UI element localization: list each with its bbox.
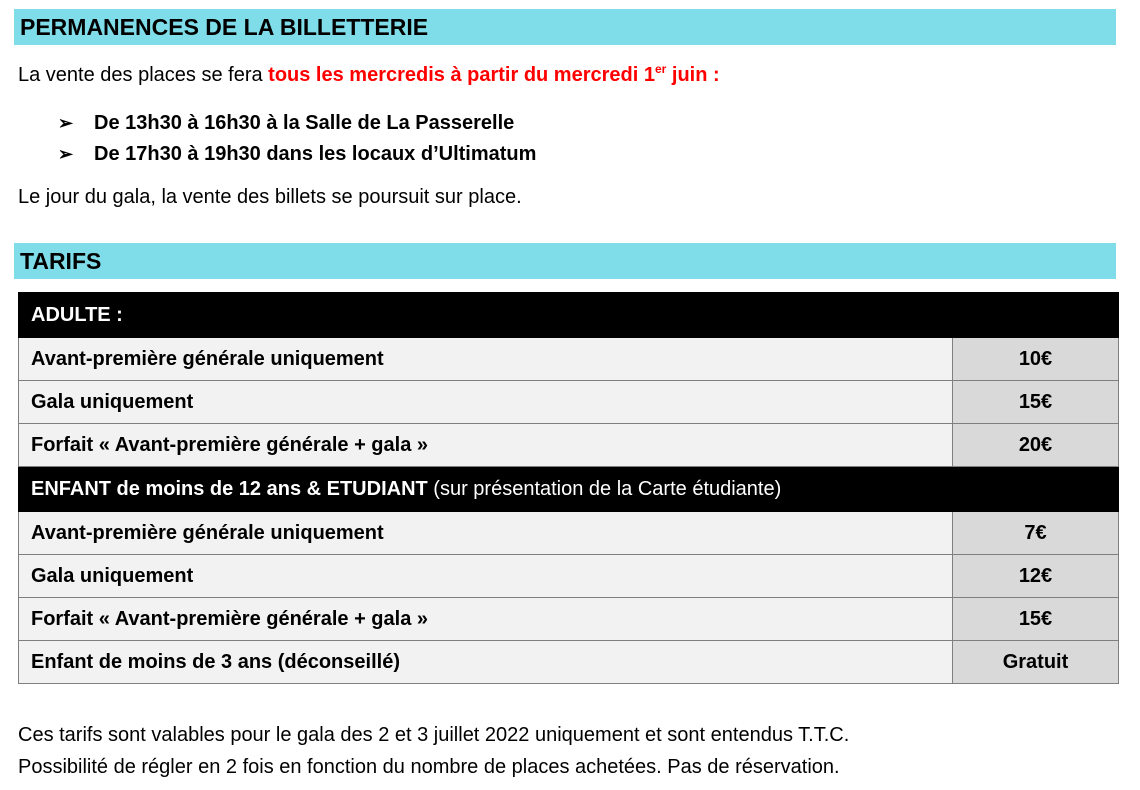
row-price: 10€ — [953, 338, 1119, 381]
sale-intro — [18, 63, 720, 87]
row-label: Enfant de moins de 3 ans (déconseillé) — [19, 641, 953, 684]
category-header-enfant — [19, 467, 1119, 512]
sale-intro-highlight-text: tous les mercredis à partir du mercredi 1 — [268, 64, 655, 86]
row-price: 15€ — [953, 381, 1119, 424]
category-title: ADULTE : — [19, 293, 1119, 338]
row-label: Gala uniquement — [19, 381, 953, 424]
gala-day-note: Le jour du gala, la vente des billets se poursuit sur place. — [18, 186, 522, 208]
table-row — [19, 555, 1119, 598]
tarifs-heading: TARIFS — [14, 243, 1116, 279]
category-header-adulte — [19, 293, 1119, 338]
row-price: 20€ — [953, 424, 1119, 467]
table-row — [19, 338, 1119, 381]
schedule-item-label: De 17h30 à 19h30 dans les locaux d’Ultimatum — [94, 143, 537, 165]
row-label: Gala uniquement — [19, 555, 953, 598]
table-row — [19, 512, 1119, 555]
row-label: Forfait « Avant-première générale + gala » — [19, 598, 953, 641]
arrow-bullet-icon: ➢ — [58, 113, 74, 133]
row-price: 12€ — [953, 555, 1119, 598]
schedule-item-label: De 13h30 à 16h30 à la Salle de La Passerelle — [94, 112, 515, 134]
table-row — [19, 598, 1119, 641]
row-price: 15€ — [953, 598, 1119, 641]
table-row — [19, 641, 1119, 684]
row-label: Forfait « Avant-première générale + gala » — [19, 424, 953, 467]
category-title-text: ENFANT de moins de 12 ans & ETUDIANT — [31, 477, 428, 500]
table-row — [19, 424, 1119, 467]
schedule-item — [58, 111, 514, 135]
schedule-item — [58, 142, 536, 166]
sale-intro-highlight-end: juin : — [666, 64, 720, 86]
footer-note: Ces tarifs sont valables pour le gala des 2 et 3 juillet 2022 uniquement et sont entendus T.T.C. — [18, 724, 850, 746]
row-price: 7€ — [953, 512, 1119, 555]
arrow-bullet-icon: ➢ — [58, 144, 74, 164]
row-label: Avant-première générale uniquement — [19, 338, 953, 381]
price-table — [18, 292, 1119, 684]
category-title-note: (sur présentation de la Carte étudiante) — [427, 477, 782, 500]
sale-intro-highlight — [268, 64, 720, 86]
billetterie-heading: PERMANENCES DE LA BILLETTERIE — [14, 9, 1116, 45]
row-price: Gratuit — [953, 641, 1119, 684]
row-label: Avant-première générale uniquement — [19, 512, 953, 555]
category-title — [19, 467, 1119, 512]
footer-note: Possibilité de régler en 2 fois en fonction du nombre de places achetées. Pas de réservation. — [18, 756, 840, 778]
table-row — [19, 381, 1119, 424]
sale-intro-plain: La vente des places se fera — [18, 64, 269, 86]
ordinal-suffix: er — [654, 62, 667, 76]
